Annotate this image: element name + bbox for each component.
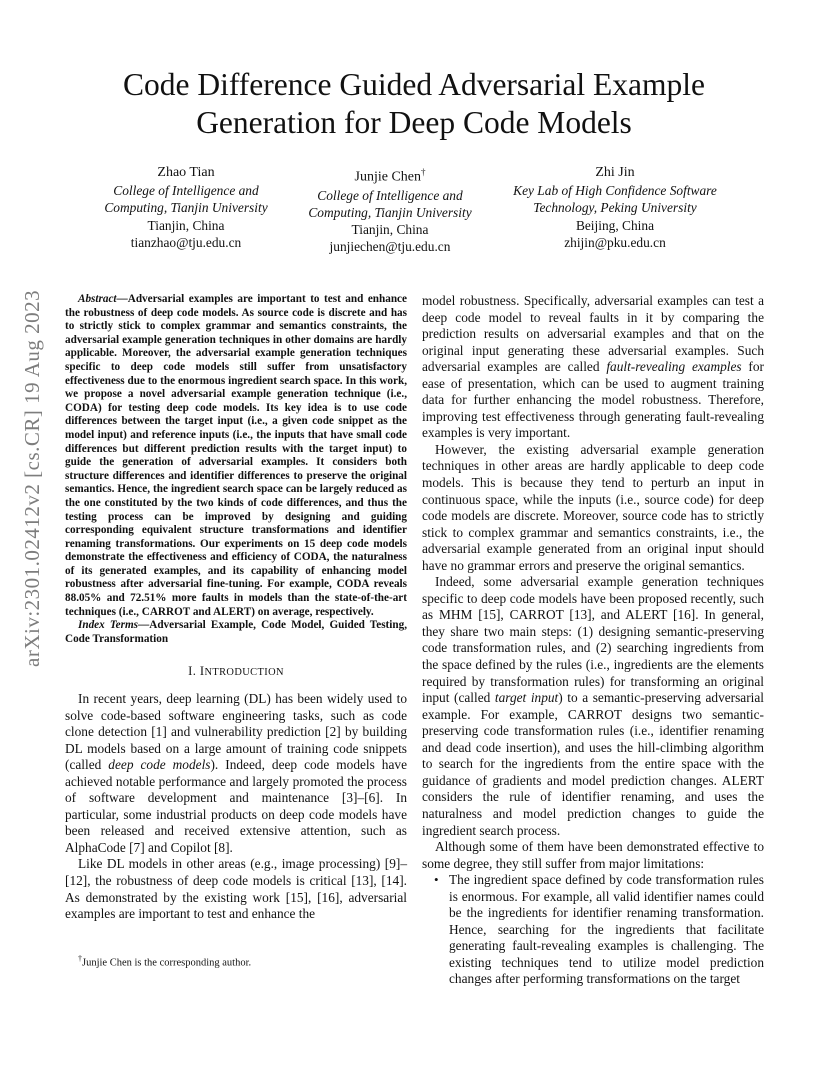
footnote-mark: †: [78, 954, 82, 963]
right-column: [422, 293, 764, 988]
abstract-label: Abstract: [78, 293, 117, 305]
limitations-list: [422, 872, 764, 988]
footnote: [65, 952, 420, 970]
footnote-text: Junjie Chen is the corresponding author.: [82, 957, 252, 969]
emphasis-text: target input: [494, 690, 559, 706]
paragraph-text: model robustness. Specifically, adversarial examples can test a deep code model to reveal faults in it by comparing the prediction results on adversarial examples and that on the original input generating these adversarial examples. Such adversarial examples are called: [422, 293, 764, 375]
paper-title: [60, 66, 768, 142]
paragraph-text: ). Indeed, deep code models have achieved notable performance and largely promoted the process of software development and maintenance [3]–[6]. In particular, some industrial products on deep code models have been released and received extensive attention, such as AlphaCode [7] and Copilot [8].: [65, 757, 407, 855]
section-title-initial: I: [199, 664, 205, 679]
body-paragraph: Although some of them have been demonstrated effective to some degree, they still suffer from major limitations:: [422, 839, 764, 871]
author-location: Beijing, China: [575, 217, 655, 233]
body-paragraph: [65, 691, 407, 856]
author-email: tianzhao@tju.edu.cn: [130, 234, 242, 250]
index-terms-label: Index Terms: [78, 619, 139, 632]
author-location: Tianjin, China: [351, 222, 429, 238]
author-name: Zhi Jin: [595, 165, 635, 180]
author-email: junjiechen@tju.edu.cn: [329, 239, 451, 255]
body-paragraph: However, the existing adversarial example generation techniques in other areas are hardly applicable to deep code models. This is because they tend to perturb an input in continuous space, while the inputs (i.e., source code) for deep code models are discrete. Moreover, source code has to strictly stick to complex grammar and semantics constraints, i.e., the adversarial example generated from an original input should have no grammar errors and preserve the original semantics.: [422, 441, 764, 573]
corresponding-mark: †: [421, 167, 426, 177]
section-title-rest: NTRODUCTION: [204, 667, 284, 679]
emphasis-text: deep code models: [108, 757, 211, 773]
author-block: [292, 164, 488, 256]
paragraph-text: ) to a semantic-preserving adversarial example. For example, CARROT designs two semantic-preserving code transformation rules (i.e., identifier renaming and dead code insertion), and uses the hill-climbing algorithm to search for the ingredients from the entire space with the guidance of gradients and model prediction changes. ALERT considers the rule of identifier renaming, and uses the naturalness and model prediction changes to guide the ingredient search process.: [422, 690, 765, 838]
section-number: I.: [188, 664, 197, 679]
index-terms: [65, 619, 407, 646]
author-affiliation: Computing, Tianjin University: [308, 205, 472, 221]
body-paragraph: [422, 293, 764, 442]
title-line: Code Difference Guided Adversarial Example: [123, 67, 705, 102]
author-email: zhijin@pku.edu.cn: [564, 234, 666, 250]
author-location: Tianjin, China: [147, 217, 225, 233]
index-terms-text: —Adversarial Example, Code Model, Guided Testing, Code Transformation: [65, 619, 408, 645]
abstract: [65, 293, 407, 619]
author-affiliation: Technology, Peking University: [533, 200, 697, 216]
author-affiliation: Key Lab of High Confidence Software: [513, 183, 717, 199]
emphasis-text: fault-revealing examples: [606, 359, 742, 375]
author-affiliation: College of Intelligence and: [317, 187, 463, 203]
paragraph-text: Indeed, some adversarial example generation techniques specific to deep code models have been proposed recently, such as MHM [15], CARROT [13], and ALERT [16]. In general, they share two main steps: (1) designing semantic-preserving code transformation rules, and (2) searching ingredients from the space defined by the rules (i.e., ingredients are the elements required by transformation rules) for transforming an original input (called: [422, 574, 764, 706]
paragraph-text: for ease of presentation, which can be used to augment training data for further enhancing the model robustness. Therefore, improving test effectiveness through generating fault-revealing examples is very important.: [422, 359, 764, 441]
body-paragraph: Like DL models in other areas (e.g., image processing) [9]–[12], the robustness of deep code models is critical [13], [14]. As demonstrated by the existing work [15], [16], adversarial examples are important to test and enhance the: [65, 856, 407, 922]
arxiv-identifier: arXiv:2301.02412v2 [cs.CR] 19 Aug 2023: [20, 289, 44, 667]
body-paragraph: [422, 574, 764, 839]
abstract-text: —Adversarial examples are important to test and enhance the robustness of deep code models. As source code is discrete and has to strictly stick to complex grammar and semantics constraints, the adversarial example generation techniques in other domains are hardly applicable. Moreover, the adversarial example generation techniques specific to deep code models still suffer from unsatisfactory effectiveness due to the enormous ingredient search space. In this work, we propose a novel adversarial example generation technique (i.e., CODA) for testing deep code models. Its key idea is to use code differences between the target input (i.e., a given code snippet as the model input) and reference inputs (i.e., the inputs that have small code differences but different prediction results with the target input) to guide the generation of adversarial examples. It considers both structure differences and identifier differences to preserve the original semantics. Hence, the ingredient search space can be largely reduced as the one constituted by the two kinds of code differences, and thus the testing process can be improved by designing and guiding corresponding equivalent structure transformations and identifier renaming transformations. Our experiments on 15 deep code models demonstrate the effectiveness and efficiency of CODA, the naturalness of its generated examples, and its capability of enhancing model robustness after adversarial fine-tuning. For example, CODA reveals 88.05% and 72.51% more faults in models than the state-of-the-art techniques (i.e., CARROT and ALERT) on average, respectively.: [65, 293, 407, 618]
author-affiliation: College of Intelligence and: [113, 183, 259, 199]
paragraph-text: In recent years, deep learning (DL) has been widely used to solve code-based software engineering tasks, such as code clone detection [1] and vulnerability prediction [2] by building DL models based on a large amount of training code snippets (called: [65, 690, 407, 773]
author-block: [86, 164, 286, 251]
list-item: • The ingredient space defined by code transformation rules is enormous. For example, all valid identifier names could be the ingredients for identifier renaming transformation. Hence, searching for the ingredients that facilitate generating fault-revealing examples is challenging. The existing techniques tend to utilize model prediction changes after performing transformations on the target: [449, 872, 764, 988]
left-column: [65, 293, 407, 923]
section-heading: [65, 663, 407, 682]
author-name: Zhao Tian: [157, 165, 215, 180]
title-line: Generation for Deep Code Models: [196, 105, 632, 140]
author-affiliation: Computing, Tianjin University: [104, 200, 268, 216]
author-name: [292, 164, 488, 186]
author-block: [502, 164, 728, 251]
author-name-text: Junjie Chen: [354, 169, 421, 185]
